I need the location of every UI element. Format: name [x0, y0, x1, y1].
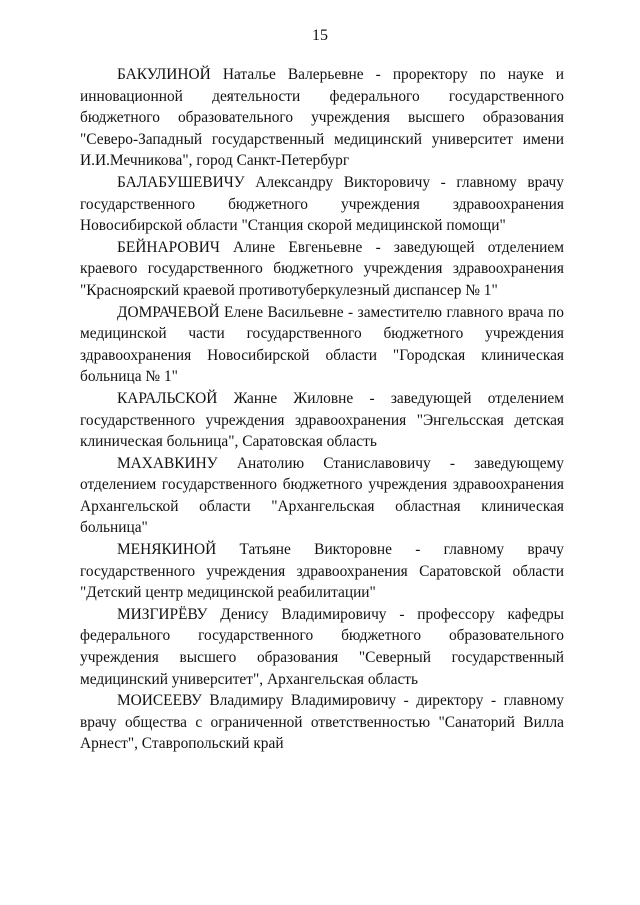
list-item: ДОМРАЧЕВОЙ Елене Васильевне - заместителю главного врача по медицинской части государственного бюджетного учреждения здравоохранения Новосибирской области "Городская клиническая больница № 1" — [80, 303, 564, 386]
list-item: БЕЙНАРОВИЧ Алине Евгеньевне - заведующей отделением краевого государственного бюджетного учреждения здравоохранения "Красноярский краевой противотуберкулезный диспансер № 1" — [80, 238, 564, 299]
list-item: КАРАЛЬСКОЙ Жанне Жиловне - заведующей отделением государственного учреждения здравоохранения "Энгельсская детская клиническая больница", Саратовская область — [80, 389, 564, 451]
list-item: МАХАВКИНУ Анатолию Станиславовичу - заведующему отделением государственного бюджетного учреждения здравоохранения Архангельской области "Архангельская областная клиническая больница" — [80, 454, 564, 537]
list-item: МОИСЕЕВУ Владимиру Владимировичу - директору - главному врачу общества с ограниченной ответственностью "Санаторий Вилла Арнест", Ставропольский край — [80, 692, 564, 753]
list-item: БАЛАБУШЕВИЧУ Александру Викторовичу - главному врачу государственного бюджетного учреждения здравоохранения Новосибирской области "Станция скорой медицинской помощи" — [80, 173, 564, 235]
list-item: МИЗГИРЁВУ Денису Владимировичу - профессору кафедры федерального государственного бюджетного образовательного учреждения высшего образования "Северный государственный медицинский университет", Архангельская область — [80, 605, 564, 688]
list-item: БАКУЛИНОЙ Наталье Валерьевне - проректору по науке и инновационной деятельности федерального государственного бюджетного образовательного учреждения высшего образования "Северо-Западный государственный медицинский университет имени И.И.Мечникова", город Санкт-Петербург — [80, 66, 564, 170]
page-number: 15 — [312, 27, 328, 44]
award-list — [80, 64, 564, 755]
list-item: МЕНЯКИНОЙ Татьяне Викторовне - главному врачу государственного учреждения здравоохранения Саратовской области "Детский центр медицинской реабилитации" — [80, 541, 564, 602]
